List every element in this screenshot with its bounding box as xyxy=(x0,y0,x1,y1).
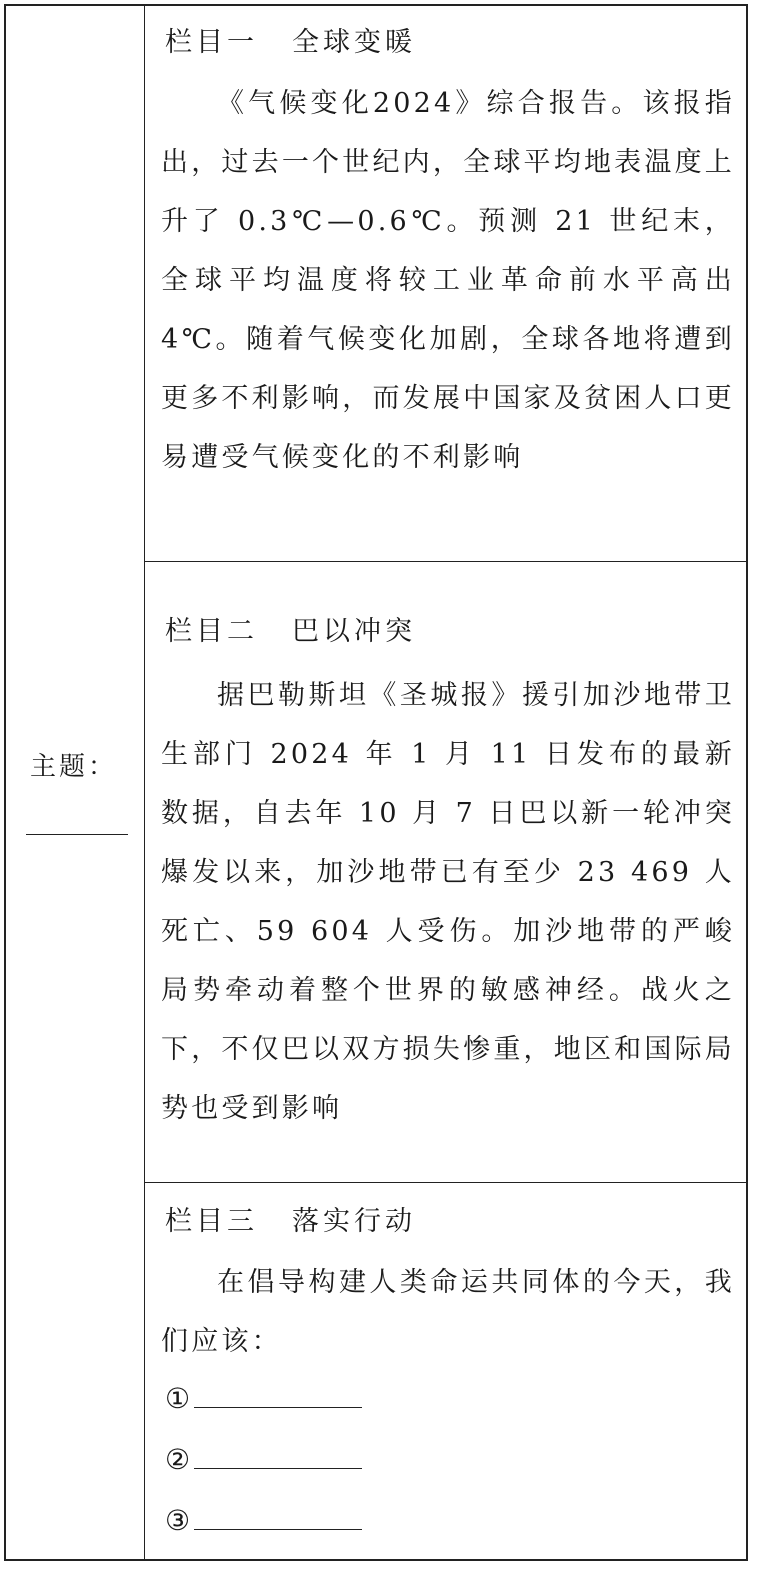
section-body: 《气候变化2024》综合报告。该报指出，过去一个世纪内，全球平均地表温度上升了 0.3℃—0.6℃。预测 21 世纪末，全球平均温度将较工业革命前水平高出 4℃。随着气候变化加剧，全球各地将遭到更多不利影响，而发展中国家及贫困人口更易遭受气候变化的不利影响 xyxy=(161,88,735,473)
section-title: 落实行动 xyxy=(292,1206,416,1237)
section-heading xyxy=(165,609,416,648)
blank-marker: ① xyxy=(165,1382,191,1415)
blank-marker: ③ xyxy=(165,1504,191,1537)
section-number: 栏目三 xyxy=(165,1206,258,1237)
blank-marker: ② xyxy=(165,1443,191,1476)
answer-blank-3[interactable] xyxy=(165,1504,362,1537)
section-number: 栏目二 xyxy=(165,616,258,647)
worksheet-table xyxy=(4,4,748,1561)
section-title: 全球变暖 xyxy=(292,27,416,58)
section-1 xyxy=(145,6,746,562)
section-heading xyxy=(165,1199,416,1238)
section-title: 巴以冲突 xyxy=(292,616,416,647)
section-3 xyxy=(145,1183,746,1559)
answer-line[interactable] xyxy=(194,1444,362,1469)
section-number: 栏目一 xyxy=(165,27,258,58)
answer-blank-2[interactable] xyxy=(165,1443,362,1476)
topic-column xyxy=(6,6,145,1559)
answer-blank-1[interactable] xyxy=(165,1382,362,1415)
section-body: 在倡导构建人类命运共同体的今天，我们应该： xyxy=(161,1267,735,1357)
answer-line[interactable] xyxy=(194,1505,362,1530)
answer-line[interactable] xyxy=(194,1383,362,1408)
section-body: 据巴勒斯坦《圣城报》援引加沙地带卫生部门 2024 年 1 月 11 日发布的最新数据，自去年 10 月 7 日巴以新一轮冲突爆发以来，加沙地带已有至少 23 469 人死亡、59 604 人受伤。加沙地带的严峻局势牵动着整个世界的敏感神经。战火之下，不仅巴以双方损失惨重，地区和国际局势也受到影响 xyxy=(161,680,735,1124)
topic-answer-blank[interactable] xyxy=(26,834,128,835)
section-heading xyxy=(165,20,416,59)
section-2 xyxy=(145,562,746,1183)
topic-label: 主题： xyxy=(30,752,118,782)
